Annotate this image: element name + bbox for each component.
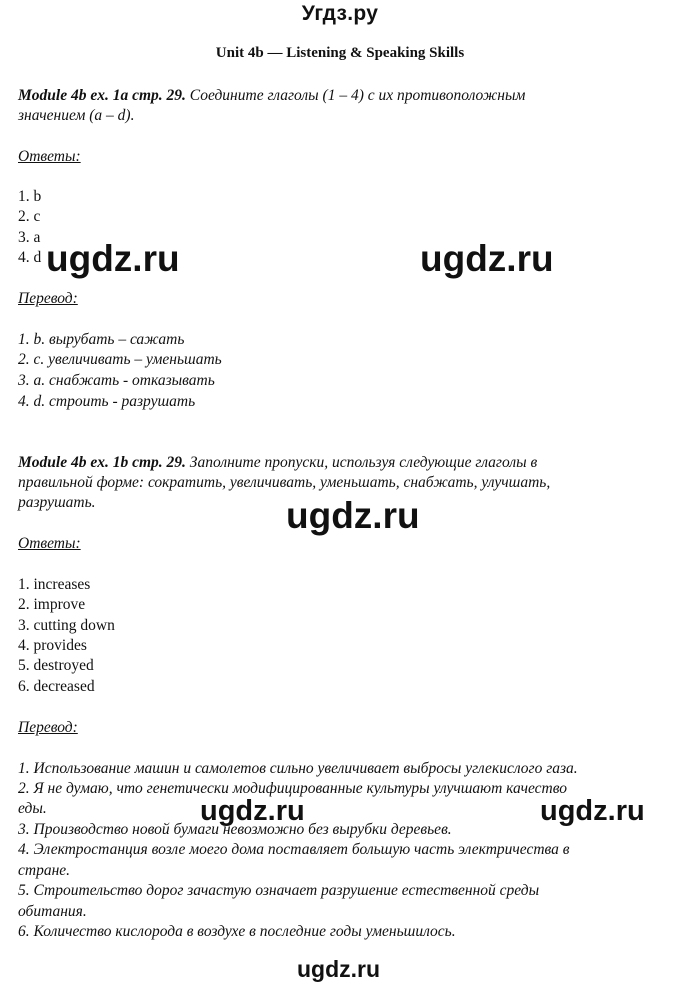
ex1b-translation-line: стране. (18, 862, 71, 879)
ex1a-translation-line: 3. a. снабжать - отказывать (18, 372, 215, 389)
ex1a-translation-line: 4. d. строить - разрушать (18, 393, 196, 410)
ex1a-answer: 3. a (18, 229, 41, 246)
ex1b-answer: 5. destroyed (18, 657, 94, 674)
unit-title: Unit 4b — Listening & Speaking Skills (215, 45, 465, 61)
ex1b-answer: 2. improve (18, 596, 86, 613)
site-header: Угдз.ру (301, 2, 379, 25)
ex1a-translation-heading: Перевод: (18, 290, 78, 307)
ex1b-answer: 4. provides (18, 637, 87, 654)
watermark: ugdz.ru (286, 495, 420, 536)
ex1a-task-text: Соедините глаголы (1 – 4) с их противоположным (185, 87, 526, 104)
ex1b-translation-line: 3. Производство новой бумаги невозможно без вырубки деревьев. (18, 821, 452, 838)
ex1a-answer: 2. c (18, 208, 41, 225)
watermark: ugdz.ru (420, 238, 554, 279)
ex1b-translation-line: еды. (18, 800, 47, 817)
ex1b-task (18, 453, 537, 473)
ex1b-translation-line: 4. Электростанция возле моего дома поставляет большую часть электричества в (18, 841, 570, 858)
ex1b-task-text: Заполните пропуски, используя следующие глаголы в (185, 454, 538, 471)
watermark: ugdz.ru (540, 795, 645, 827)
ex1a-task (18, 86, 525, 106)
ex1b-translation-line: 6. Количество кислорода в воздухе в последние годы уменьшилось. (18, 923, 456, 940)
ex1b-answer: 6. decreased (18, 678, 95, 695)
ex1b-ref: Module 4b ex. 1b стр. 29. (18, 454, 186, 471)
ex1b-translation-line: обитания. (18, 903, 87, 920)
ex1a-answer: 4. d (18, 249, 42, 266)
ex1a-ref: Module 4b ex. 1a стр. 29. (18, 87, 186, 104)
ex1a-translation-line: 1. b. вырубать – сажать (18, 331, 185, 348)
ex1a-translation-line: 2. c. увеличивать – уменьшать (18, 351, 222, 368)
watermark: ugdz.ru (200, 795, 305, 827)
ex1b-translation-line: 5. Строительство дорог зачастую означает разрушение естественной среды (18, 882, 540, 899)
ex1a-answers-heading: Ответы: (18, 148, 81, 165)
ex1a-task-line2: значением (a – d). (18, 107, 135, 124)
ex1b-translation-line: 2. Я не думаю, что генетически модифицированные культуры улучшают качество (18, 780, 568, 797)
watermark: ugdz.ru (46, 238, 180, 279)
ex1b-translation-line: 1. Использование машин и самолетов сильно увеличивает выбросы углекислого газа. (18, 760, 578, 777)
ex1a-answer: 1. b (18, 188, 42, 205)
ex1b-task-line2: правильной форме: сократить, увеличивать, уменьшать, снабжать, улучшать, (18, 474, 551, 491)
ex1b-answers-heading: Ответы: (18, 535, 81, 552)
ex1b-task-line3: разрушать. (18, 494, 96, 511)
ex1b-translation-heading: Перевод: (18, 719, 78, 736)
ex1b-answer: 3. cutting down (18, 617, 115, 634)
watermark: ugdz.ru (297, 956, 381, 982)
ex1b-answer: 1. increases (18, 576, 91, 593)
